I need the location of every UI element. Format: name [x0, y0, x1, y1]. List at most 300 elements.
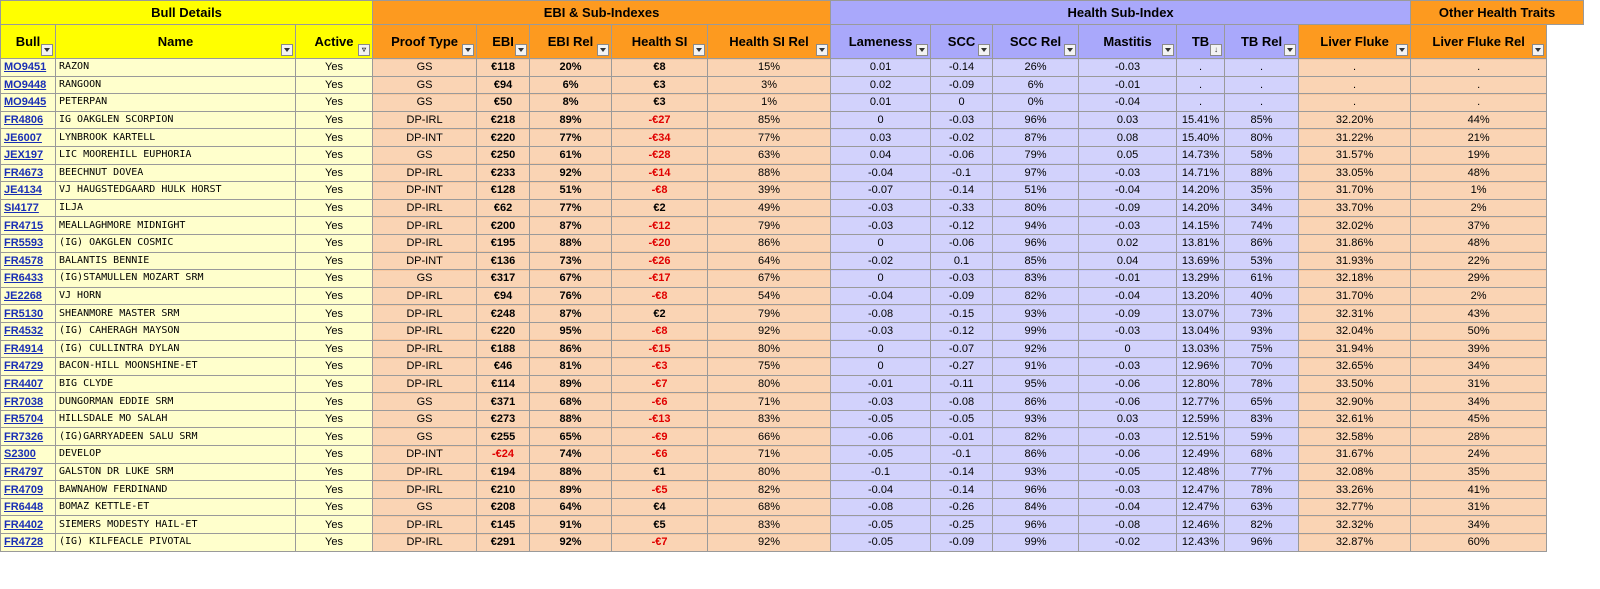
cell-lameness: 0 — [831, 270, 931, 288]
table-row — [1, 428, 1584, 446]
cell-active: Yes — [296, 428, 373, 446]
cell-ebi-rel: 91% — [530, 516, 612, 534]
cell-proof-type: DP-INT — [373, 252, 477, 270]
cell-name: VJ HORN — [56, 287, 296, 305]
column-header-health-si — [612, 25, 708, 59]
cell-tb: 15.41% — [1177, 111, 1225, 129]
bull-id-link[interactable]: FR4914 — [1, 340, 56, 358]
cell-name: LYNBROOK KARTELL — [56, 129, 296, 147]
cell-health-si: -€20 — [612, 234, 708, 252]
cell-health-si: €2 — [612, 199, 708, 217]
cell-tb: 14.15% — [1177, 217, 1225, 235]
table-row — [1, 182, 1584, 200]
bull-id-link[interactable]: FR4797 — [1, 463, 56, 481]
cell-ebi-rel: 88% — [530, 410, 612, 428]
table-row — [1, 111, 1584, 129]
cell-liver-fluke-rel: 43% — [1411, 305, 1547, 323]
column-header-tb-rel — [1225, 25, 1299, 59]
cell-ebi-rel: 6% — [530, 76, 612, 94]
cell-liver-fluke: 31.86% — [1299, 234, 1411, 252]
bull-id-link[interactable]: MO9445 — [1, 94, 56, 112]
cell-ebi: €255 — [477, 428, 530, 446]
cell-name: IG OAKGLEN SCORPION — [56, 111, 296, 129]
cell-ebi: €220 — [477, 129, 530, 147]
column-header-mastitis — [1079, 25, 1177, 59]
cell-scc-rel: 96% — [993, 111, 1079, 129]
cell-lameness: -0.04 — [831, 481, 931, 499]
table-row — [1, 164, 1584, 182]
cell-tb-rel: 88% — [1225, 164, 1299, 182]
column-header-label: EBI — [492, 34, 514, 49]
cell-lameness: 0 — [831, 340, 931, 358]
cell-liver-fluke-rel: 19% — [1411, 146, 1547, 164]
cell-lameness: 0 — [831, 234, 931, 252]
cell-health-si-rel: 49% — [708, 199, 831, 217]
filter-dropdown-icon[interactable] — [41, 44, 53, 56]
cell-ebi: €233 — [477, 164, 530, 182]
cell-tb: . — [1177, 76, 1225, 94]
cell-tb: 15.40% — [1177, 129, 1225, 147]
cell-active: Yes — [296, 59, 373, 77]
cell-health-si-rel: 71% — [708, 393, 831, 411]
cell-active: Yes — [296, 446, 373, 464]
cell-ebi: €188 — [477, 340, 530, 358]
cell-proof-type: DP-IRL — [373, 481, 477, 499]
cell-liver-fluke-rel: . — [1411, 76, 1547, 94]
cell-lameness: 0.01 — [831, 94, 931, 112]
table-row — [1, 146, 1584, 164]
filter-dropdown-icon[interactable] — [1532, 44, 1544, 56]
cell-name: GALSTON DR LUKE SRM — [56, 463, 296, 481]
cell-health-si-rel: 63% — [708, 146, 831, 164]
cell-ebi: €46 — [477, 358, 530, 376]
table-row — [1, 322, 1584, 340]
cell-health-si: -€12 — [612, 217, 708, 235]
bull-id-link[interactable]: FR7038 — [1, 393, 56, 411]
cell-ebi-rel: 64% — [530, 498, 612, 516]
cell-health-si-rel: 77% — [708, 129, 831, 147]
cell-tb-rel: 82% — [1225, 516, 1299, 534]
cell-health-si: -€7 — [612, 534, 708, 552]
cell-health-si-rel: 64% — [708, 252, 831, 270]
column-header-label: Active — [314, 34, 354, 49]
cell-lameness: -0.07 — [831, 182, 931, 200]
bull-id-link[interactable]: FR4709 — [1, 481, 56, 499]
cell-health-si: €1 — [612, 463, 708, 481]
cell-ebi-rel: 95% — [530, 322, 612, 340]
cell-liver-fluke-rel: 28% — [1411, 428, 1547, 446]
group-header-other-health-traits: Other Health Traits — [1411, 1, 1584, 25]
cell-health-si: -€13 — [612, 410, 708, 428]
filter-dropdown-icon[interactable] — [281, 44, 293, 56]
cell-liver-fluke: 33.26% — [1299, 481, 1411, 499]
table-row — [1, 393, 1584, 411]
cell-active: Yes — [296, 463, 373, 481]
cell-liver-fluke-rel: 1% — [1411, 182, 1547, 200]
filter-dropdown-icon[interactable] — [1162, 44, 1174, 56]
cell-ebi-rel: 88% — [530, 234, 612, 252]
cell-scc: -0.07 — [931, 340, 993, 358]
cell-proof-type: DP-IRL — [373, 375, 477, 393]
cell-health-si: -€7 — [612, 375, 708, 393]
cell-scc-rel: 6% — [993, 76, 1079, 94]
cell-tb-rel: 83% — [1225, 410, 1299, 428]
cell-scc: -0.12 — [931, 322, 993, 340]
cell-name: (IG) CAHERAGH MAYSON — [56, 322, 296, 340]
cell-liver-fluke: 32.87% — [1299, 534, 1411, 552]
table-row — [1, 410, 1584, 428]
cell-health-si-rel: 92% — [708, 322, 831, 340]
cell-ebi: €220 — [477, 322, 530, 340]
cell-mastitis: -0.06 — [1079, 375, 1177, 393]
cell-scc: -0.26 — [931, 498, 993, 516]
cell-ebi: €145 — [477, 516, 530, 534]
filter-dropdown-icon[interactable] — [693, 44, 705, 56]
cell-active: Yes — [296, 199, 373, 217]
cell-scc-rel: 97% — [993, 164, 1079, 182]
column-header-ebi-rel — [530, 25, 612, 59]
cell-liver-fluke-rel: 24% — [1411, 446, 1547, 464]
cell-health-si: -€6 — [612, 446, 708, 464]
cell-tb: 13.20% — [1177, 287, 1225, 305]
cell-scc: 0.1 — [931, 252, 993, 270]
cell-proof-type: GS — [373, 393, 477, 411]
bull-id-link[interactable]: FR6448 — [1, 498, 56, 516]
cell-mastitis: -0.03 — [1079, 217, 1177, 235]
bull-id-link[interactable]: JEX197 — [1, 146, 56, 164]
cell-liver-fluke: 32.20% — [1299, 111, 1411, 129]
cell-tb: 12.47% — [1177, 481, 1225, 499]
cell-ebi-rel: 88% — [530, 463, 612, 481]
bull-id-link[interactable]: FR6433 — [1, 270, 56, 288]
cell-liver-fluke: 33.70% — [1299, 199, 1411, 217]
cell-health-si-rel: 54% — [708, 287, 831, 305]
cell-scc: -0.09 — [931, 287, 993, 305]
filter-dropdown-icon[interactable] — [462, 44, 474, 56]
cell-lameness: 0 — [831, 358, 931, 376]
cell-scc-rel: 96% — [993, 234, 1079, 252]
cell-scc-rel: 91% — [993, 358, 1079, 376]
cell-ebi: €118 — [477, 59, 530, 77]
cell-ebi: €50 — [477, 94, 530, 112]
cell-tb: 14.71% — [1177, 164, 1225, 182]
cell-tb-rel: 75% — [1225, 340, 1299, 358]
cell-scc: -0.14 — [931, 481, 993, 499]
cell-ebi-rel: 87% — [530, 305, 612, 323]
cell-scc-rel: 95% — [993, 375, 1079, 393]
cell-ebi: €218 — [477, 111, 530, 129]
cell-scc: -0.08 — [931, 393, 993, 411]
cell-health-si: -€28 — [612, 146, 708, 164]
cell-active: Yes — [296, 287, 373, 305]
sort-descending-icon[interactable]: ↓ — [1210, 44, 1222, 56]
bull-id-link[interactable]: FR7326 — [1, 428, 56, 446]
cell-health-si: -€14 — [612, 164, 708, 182]
cell-tb-rel: 74% — [1225, 217, 1299, 235]
cell-liver-fluke: 32.65% — [1299, 358, 1411, 376]
bull-id-link[interactable]: S2300 — [1, 446, 56, 464]
cell-liver-fluke: 31.94% — [1299, 340, 1411, 358]
cell-liver-fluke-rel: . — [1411, 59, 1547, 77]
cell-mastitis: -0.05 — [1079, 463, 1177, 481]
cell-proof-type: GS — [373, 76, 477, 94]
cell-name: BEECHNUT DOVEA — [56, 164, 296, 182]
cell-liver-fluke: 32.61% — [1299, 410, 1411, 428]
cell-name: HILLSDALE MO SALAH — [56, 410, 296, 428]
bull-id-link[interactable]: MO9451 — [1, 59, 56, 77]
cell-liver-fluke-rel: 37% — [1411, 217, 1547, 235]
cell-lameness: -0.01 — [831, 375, 931, 393]
cell-active: Yes — [296, 129, 373, 147]
cell-mastitis: -0.03 — [1079, 358, 1177, 376]
bull-id-link[interactable]: FR4407 — [1, 375, 56, 393]
bull-id-link[interactable]: FR4673 — [1, 164, 56, 182]
cell-mastitis: -0.06 — [1079, 446, 1177, 464]
bull-id-link[interactable]: FR4532 — [1, 322, 56, 340]
cell-tb-rel: 34% — [1225, 199, 1299, 217]
cell-health-si: €3 — [612, 94, 708, 112]
cell-scc-rel: 92% — [993, 340, 1079, 358]
cell-scc: -0.01 — [931, 428, 993, 446]
cell-health-si: -€8 — [612, 182, 708, 200]
filter-active-icon[interactable]: ▿ — [358, 44, 370, 56]
cell-active: Yes — [296, 410, 373, 428]
bull-id-link[interactable]: FR4402 — [1, 516, 56, 534]
cell-liver-fluke-rel: 2% — [1411, 287, 1547, 305]
column-header-label: Liver Fluke Rel — [1432, 34, 1525, 49]
bull-id-link[interactable]: FR4578 — [1, 252, 56, 270]
cell-name: ILJA — [56, 199, 296, 217]
cell-health-si: -€5 — [612, 481, 708, 499]
bull-id-link[interactable]: MO9448 — [1, 76, 56, 94]
cell-liver-fluke: . — [1299, 76, 1411, 94]
cell-tb-rel: 77% — [1225, 463, 1299, 481]
cell-proof-type: DP-IRL — [373, 234, 477, 252]
cell-mastitis: 0 — [1079, 340, 1177, 358]
cell-proof-type: DP-IRL — [373, 322, 477, 340]
column-header-label: Health SI Rel — [729, 34, 809, 49]
cell-lameness: -0.05 — [831, 516, 931, 534]
cell-mastitis: -0.04 — [1079, 94, 1177, 112]
cell-proof-type: GS — [373, 94, 477, 112]
cell-lameness: -0.02 — [831, 252, 931, 270]
cell-tb-rel: 93% — [1225, 322, 1299, 340]
cell-scc: -0.09 — [931, 76, 993, 94]
cell-tb-rel: 80% — [1225, 129, 1299, 147]
column-header-label: Liver Fluke — [1320, 34, 1389, 49]
cell-liver-fluke: 31.93% — [1299, 252, 1411, 270]
column-header-liver-fluke — [1299, 25, 1411, 59]
cell-ebi: €195 — [477, 234, 530, 252]
table-row — [1, 498, 1584, 516]
cell-ebi: €248 — [477, 305, 530, 323]
filter-dropdown-icon[interactable] — [1284, 44, 1296, 56]
cell-active: Yes — [296, 498, 373, 516]
cell-lameness: 0.04 — [831, 146, 931, 164]
cell-name: BIG CLYDE — [56, 375, 296, 393]
cell-scc: -0.27 — [931, 358, 993, 376]
column-header-label: Lameness — [848, 34, 913, 49]
group-header-health-sub-index: Health Sub-Index — [831, 1, 1411, 25]
cell-scc: -0.1 — [931, 164, 993, 182]
cell-name: BALANTIS BENNIE — [56, 252, 296, 270]
cell-tb: . — [1177, 94, 1225, 112]
cell-active: Yes — [296, 164, 373, 182]
cell-liver-fluke-rel: 34% — [1411, 516, 1547, 534]
cell-health-si-rel: 86% — [708, 234, 831, 252]
cell-health-si-rel: 83% — [708, 410, 831, 428]
cell-health-si-rel: 68% — [708, 498, 831, 516]
filter-dropdown-icon[interactable] — [978, 44, 990, 56]
cell-ebi-rel: 87% — [530, 217, 612, 235]
cell-proof-type: DP-IRL — [373, 358, 477, 376]
column-header-active — [296, 25, 373, 59]
cell-liver-fluke: 33.50% — [1299, 375, 1411, 393]
cell-tb: 12.80% — [1177, 375, 1225, 393]
cell-active: Yes — [296, 305, 373, 323]
cell-tb: 13.29% — [1177, 270, 1225, 288]
cell-ebi-rel: 89% — [530, 111, 612, 129]
cell-liver-fluke-rel: 34% — [1411, 358, 1547, 376]
cell-ebi-rel: 89% — [530, 481, 612, 499]
cell-active: Yes — [296, 111, 373, 129]
cell-active: Yes — [296, 182, 373, 200]
cell-health-si: €3 — [612, 76, 708, 94]
cell-name: MEALLAGHMORE MIDNIGHT — [56, 217, 296, 235]
table-row — [1, 94, 1584, 112]
cell-health-si: -€15 — [612, 340, 708, 358]
bull-id-link[interactable]: JE2268 — [1, 287, 56, 305]
cell-tb-rel: 96% — [1225, 534, 1299, 552]
cell-scc-rel: 82% — [993, 428, 1079, 446]
cell-lameness: -0.1 — [831, 463, 931, 481]
cell-liver-fluke: 31.67% — [1299, 446, 1411, 464]
cell-name: SIEMERS MODESTY HAIL-ET — [56, 516, 296, 534]
cell-liver-fluke-rel: 44% — [1411, 111, 1547, 129]
cell-scc-rel: 80% — [993, 199, 1079, 217]
cell-scc: -0.12 — [931, 217, 993, 235]
cell-name: LIC MOOREHILL EUPHORIA — [56, 146, 296, 164]
bull-id-link[interactable]: SI4177 — [1, 199, 56, 217]
cell-mastitis: -0.04 — [1079, 182, 1177, 200]
cell-liver-fluke-rel: 39% — [1411, 340, 1547, 358]
bull-id-link[interactable]: FR5704 — [1, 410, 56, 428]
filter-dropdown-icon[interactable] — [597, 44, 609, 56]
cell-scc-rel: 99% — [993, 534, 1079, 552]
column-header-label: TB Rel — [1240, 34, 1283, 49]
column-header-scc — [931, 25, 993, 59]
cell-active: Yes — [296, 146, 373, 164]
cell-ebi: -€24 — [477, 446, 530, 464]
cell-health-si-rel: 85% — [708, 111, 831, 129]
cell-proof-type: GS — [373, 410, 477, 428]
table-row — [1, 463, 1584, 481]
bull-id-link[interactable]: JE4134 — [1, 182, 56, 200]
cell-proof-type: GS — [373, 146, 477, 164]
cell-mastitis: -0.03 — [1079, 481, 1177, 499]
cell-mastitis: 0.04 — [1079, 252, 1177, 270]
cell-name: VJ HAUGSTEDGAARD HULK HORST — [56, 182, 296, 200]
cell-scc-rel: 87% — [993, 129, 1079, 147]
cell-tb: 13.07% — [1177, 305, 1225, 323]
cell-scc-rel: 85% — [993, 252, 1079, 270]
cell-liver-fluke-rel: 2% — [1411, 199, 1547, 217]
cell-mastitis: 0.03 — [1079, 410, 1177, 428]
cell-mastitis: -0.02 — [1079, 534, 1177, 552]
cell-tb-rel: 78% — [1225, 481, 1299, 499]
cell-ebi-rel: 92% — [530, 534, 612, 552]
cell-ebi: €208 — [477, 498, 530, 516]
cell-proof-type: DP-IRL — [373, 111, 477, 129]
cell-tb-rel: 85% — [1225, 111, 1299, 129]
cell-mastitis: -0.04 — [1079, 287, 1177, 305]
cell-tb-rel: 40% — [1225, 287, 1299, 305]
cell-scc: -0.33 — [931, 199, 993, 217]
cell-scc: -0.06 — [931, 234, 993, 252]
cell-mastitis: -0.03 — [1079, 59, 1177, 77]
cell-tb-rel: 70% — [1225, 358, 1299, 376]
table-row — [1, 358, 1584, 376]
cell-active: Yes — [296, 270, 373, 288]
cell-mastitis: -0.01 — [1079, 76, 1177, 94]
filter-dropdown-icon[interactable] — [1396, 44, 1408, 56]
cell-active: Yes — [296, 393, 373, 411]
cell-liver-fluke-rel: . — [1411, 94, 1547, 112]
cell-name: (IG) KILFEACLE PIVOTAL — [56, 534, 296, 552]
cell-proof-type: DP-INT — [373, 182, 477, 200]
cell-liver-fluke-rel: 60% — [1411, 534, 1547, 552]
cell-health-si-rel: 71% — [708, 446, 831, 464]
column-header-liver-fluke-rel — [1411, 25, 1547, 59]
cell-name: (IG) CULLINTRA DYLAN — [56, 340, 296, 358]
cell-lameness: -0.03 — [831, 217, 931, 235]
bull-id-link[interactable]: FR4728 — [1, 534, 56, 552]
cell-liver-fluke: 31.22% — [1299, 129, 1411, 147]
cell-name: (IG)STAMULLEN MOZART SRM — [56, 270, 296, 288]
cell-proof-type: DP-IRL — [373, 463, 477, 481]
filter-dropdown-icon[interactable] — [816, 44, 828, 56]
cell-ebi-rel: 61% — [530, 146, 612, 164]
cell-name: BAWNAHOW FERDINAND — [56, 481, 296, 499]
cell-health-si-rel: 3% — [708, 76, 831, 94]
cell-proof-type: DP-IRL — [373, 516, 477, 534]
filter-dropdown-icon[interactable] — [1064, 44, 1076, 56]
bull-id-link[interactable]: FR5130 — [1, 305, 56, 323]
cell-liver-fluke-rel: 22% — [1411, 252, 1547, 270]
table-row — [1, 516, 1584, 534]
bull-id-link[interactable]: FR5593 — [1, 234, 56, 252]
cell-mastitis: -0.04 — [1079, 498, 1177, 516]
bull-id-link[interactable]: FR4729 — [1, 358, 56, 376]
table-row — [1, 375, 1584, 393]
cell-scc: 0 — [931, 94, 993, 112]
cell-health-si-rel: 39% — [708, 182, 831, 200]
cell-liver-fluke: 32.77% — [1299, 498, 1411, 516]
cell-scc: -0.14 — [931, 182, 993, 200]
cell-ebi-rel: 77% — [530, 199, 612, 217]
table-row — [1, 446, 1584, 464]
cell-tb: . — [1177, 59, 1225, 77]
cell-liver-fluke: . — [1299, 59, 1411, 77]
bull-id-link[interactable]: FR4715 — [1, 217, 56, 235]
filter-dropdown-icon[interactable] — [515, 44, 527, 56]
bull-id-link[interactable]: JE6007 — [1, 129, 56, 147]
filter-dropdown-icon[interactable] — [916, 44, 928, 56]
cell-lameness: -0.04 — [831, 164, 931, 182]
bull-id-link[interactable]: FR4806 — [1, 111, 56, 129]
cell-health-si-rel: 80% — [708, 463, 831, 481]
table-row — [1, 59, 1584, 77]
